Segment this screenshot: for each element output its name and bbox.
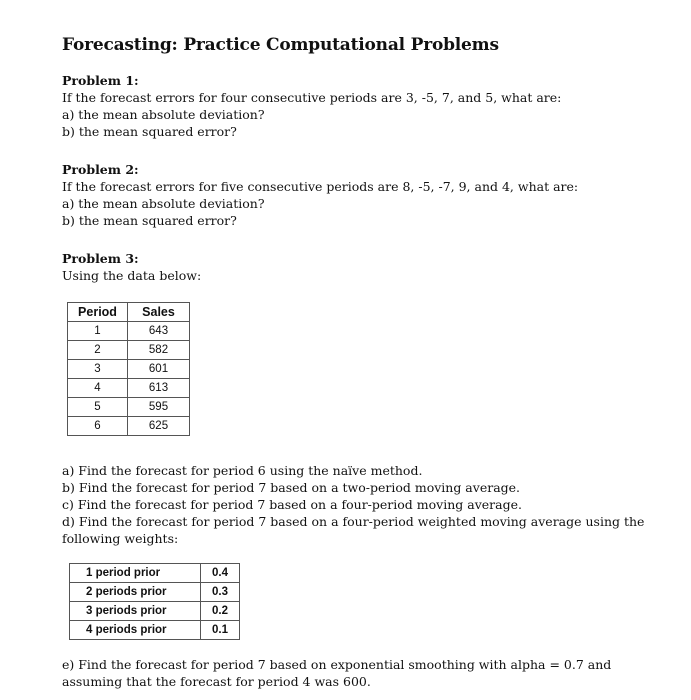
sales-data-table bbox=[67, 302, 190, 436]
weight-label-cell: 2 periods prior bbox=[70, 583, 201, 602]
problem-3 bbox=[62, 250, 662, 690]
problem-2-part-a: a) the mean absolute deviation? bbox=[62, 196, 265, 211]
problem-1-part-b: b) the mean squared error? bbox=[62, 124, 237, 139]
table-row bbox=[68, 322, 190, 341]
period-cell: 1 bbox=[68, 322, 128, 341]
problem-3-part-e: e) Find the forecast for period 7 based on exponential smoothing with alpha = 0.7 and assuming that the forecast for period 4 was 600. bbox=[62, 657, 612, 689]
period-cell: 3 bbox=[68, 360, 128, 379]
sales-cell: 613 bbox=[128, 379, 190, 398]
sales-cell: 582 bbox=[128, 341, 190, 360]
problem-1-heading: Problem 1: bbox=[62, 73, 139, 88]
problem-1-part-a: a) the mean absolute deviation? bbox=[62, 107, 265, 122]
weight-value-cell: 0.4 bbox=[201, 564, 240, 583]
sales-cell: 595 bbox=[128, 398, 190, 417]
problem-2-text: If the forecast errors for five consecutive periods are 8, -5, -7, 9, and 4, what are: bbox=[62, 179, 579, 194]
table-row bbox=[70, 621, 240, 640]
sales-cell: 601 bbox=[128, 360, 190, 379]
table-row bbox=[70, 602, 240, 621]
problem-3-part-b: b) Find the forecast for period 7 based on a two-period moving average. bbox=[62, 480, 521, 495]
problem-3-part-d: d) Find the forecast for period 7 based on a four-period weighted moving average using the following weights: bbox=[62, 514, 645, 546]
problem-2 bbox=[62, 161, 662, 229]
problem-1-text: If the forecast errors for four consecutive periods are 3, -5, 7, and 5, what are: bbox=[62, 90, 562, 105]
weight-label-cell: 4 periods prior bbox=[70, 621, 201, 640]
sales-cell: 643 bbox=[128, 322, 190, 341]
table-row bbox=[70, 564, 240, 583]
table-row bbox=[68, 379, 190, 398]
weight-value-cell: 0.3 bbox=[201, 583, 240, 602]
period-cell: 4 bbox=[68, 379, 128, 398]
table-row bbox=[70, 583, 240, 602]
table-row bbox=[68, 360, 190, 379]
weight-value-cell: 0.2 bbox=[201, 602, 240, 621]
weight-label-cell: 1 period prior bbox=[70, 564, 201, 583]
table-header-row bbox=[68, 303, 190, 322]
problem-3-part-c: c) Find the forecast for period 7 based on a four-period moving average. bbox=[62, 497, 522, 512]
column-header-period: Period bbox=[68, 303, 128, 322]
problem-3-parts bbox=[62, 462, 662, 547]
problem-1 bbox=[62, 72, 662, 140]
problem-3-heading: Problem 3: bbox=[62, 251, 139, 266]
period-cell: 2 bbox=[68, 341, 128, 360]
document-page bbox=[62, 35, 662, 690]
weights-table bbox=[69, 563, 240, 640]
weight-label-cell: 3 periods prior bbox=[70, 602, 201, 621]
table-row bbox=[68, 398, 190, 417]
column-header-sales: Sales bbox=[128, 303, 190, 322]
table-row bbox=[68, 417, 190, 436]
problem-3-part-a: a) Find the forecast for period 6 using the naïve method. bbox=[62, 463, 423, 478]
table-row bbox=[68, 341, 190, 360]
problem-2-part-b: b) the mean squared error? bbox=[62, 213, 237, 228]
page-title: Forecasting: Practice Computational Problems bbox=[62, 35, 499, 55]
period-cell: 5 bbox=[68, 398, 128, 417]
problem-3-intro: Using the data below: bbox=[62, 268, 202, 283]
period-cell: 6 bbox=[68, 417, 128, 436]
sales-cell: 625 bbox=[128, 417, 190, 436]
problem-2-heading: Problem 2: bbox=[62, 162, 139, 177]
weight-value-cell: 0.1 bbox=[201, 621, 240, 640]
